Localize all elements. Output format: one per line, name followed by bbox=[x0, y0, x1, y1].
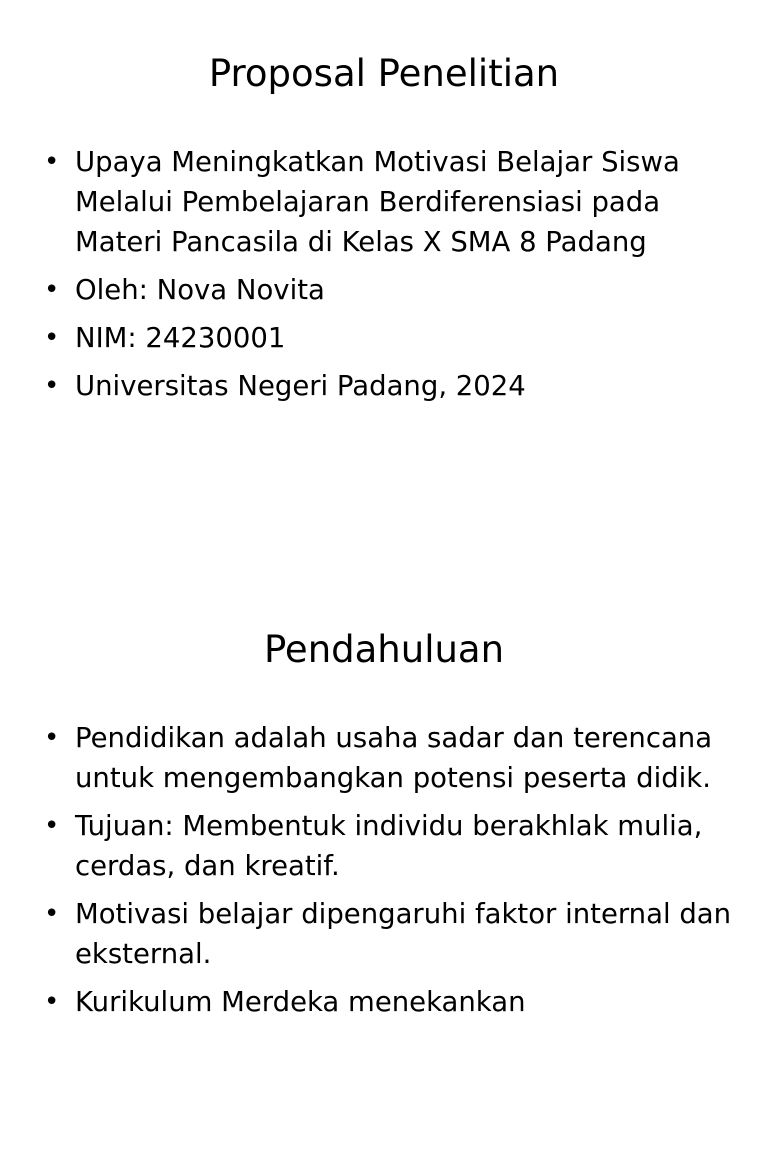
bullet-icon: • bbox=[44, 371, 60, 401]
bullet-item-research-title bbox=[42, 142, 732, 262]
bullet-item-education bbox=[42, 718, 732, 798]
bullet-icon: • bbox=[44, 147, 60, 177]
slide-title: Pendahuluan bbox=[263, 628, 505, 671]
bullet-list bbox=[42, 718, 732, 1030]
bullet-icon: • bbox=[44, 899, 60, 929]
bullet-list bbox=[42, 142, 732, 414]
bullet-icon: • bbox=[44, 275, 60, 305]
bullet-text: Universitas Negeri Padang, 2024 bbox=[75, 370, 526, 402]
bullet-text: Kurikulum Merdeka menekankan bbox=[75, 986, 526, 1018]
bullet-icon: • bbox=[44, 723, 60, 753]
bullet-text: Tujuan: Membentuk individu berakhlak mulia, cerdas, dan kreatif. bbox=[75, 810, 703, 882]
bullet-item-motivation bbox=[42, 894, 732, 974]
bullet-icon: • bbox=[44, 987, 60, 1017]
bullet-text: NIM: 24230001 bbox=[75, 322, 286, 354]
slide-pendahuluan bbox=[0, 576, 768, 1152]
bullet-item-goal bbox=[42, 806, 732, 886]
bullet-text: Motivasi belajar dipengaruhi faktor internal dan eksternal. bbox=[75, 898, 732, 970]
bullet-text: Oleh: Nova Novita bbox=[75, 274, 325, 306]
bullet-item-nim bbox=[42, 318, 732, 358]
bullet-text: Upaya Meningkatkan Motivasi Belajar Siswa Melalui Pembelajaran Berdiferensiasi pada Materi Pancasila di Kelas X SMA 8 Padang bbox=[75, 146, 680, 258]
bullet-item-curriculum bbox=[42, 982, 732, 1022]
bullet-text: Pendidikan adalah usaha sadar dan terencana untuk mengembangkan potensi peserta didik. bbox=[75, 722, 713, 794]
bullet-item-university bbox=[42, 366, 732, 406]
bullet-item-author bbox=[42, 270, 732, 310]
bullet-icon: • bbox=[44, 811, 60, 841]
bullet-icon: • bbox=[44, 323, 60, 353]
slide-title: Proposal Penelitian bbox=[208, 52, 560, 95]
